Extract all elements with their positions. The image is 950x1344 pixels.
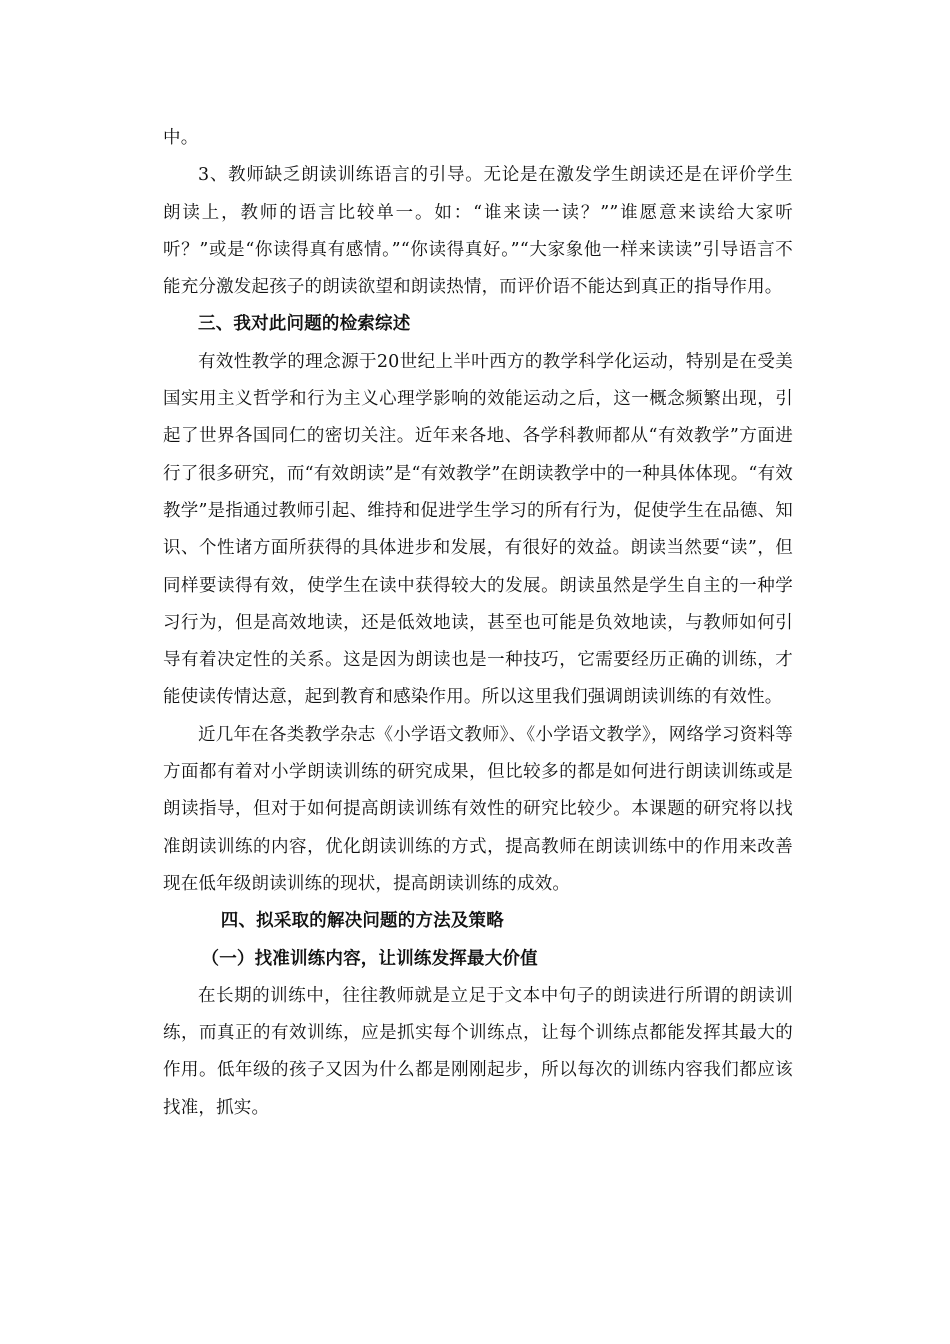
paragraph-continuation: 中。: [163, 128, 199, 148]
section-heading-4: 四、拟采取的解决问题的方法及策略: [220, 911, 504, 932]
subsection-heading-1: （一）找准训练内容，让训练发挥最大价值: [201, 948, 538, 969]
document-body: [163, 120, 793, 1127]
section-heading-3: 三、我对此问题的检索综述: [198, 314, 411, 335]
paragraph-teacher-language: 3、教师缺乏朗读训练语言的引导。无论是在激发学生朗读还是在评价学生朗读上，教师的语言比较单一。如：“谁来读一读？””谁愿意来读给大家听听？”或是“你读得真有感情。”“你读得真好。”“大家象他一样来读读”引导语言不能充分激发起孩子的朗读欲望和朗读热情，而评价语不能达到真正的指导作用。: [163, 165, 793, 298]
paragraph-recent-research: 近几年在各类教学杂志《小学语文教师》、《小学语文教学》，网络学习资料等方面都有着对小学朗读训练的研究成果，但比较多的都是如何进行朗读训练或是朗读指导，但对于如何提高朗读训练有效性的研究比较少。本课题的研究将以找准朗读训练的内容，优化朗读训练的方式，提高教师在朗读训练中的作用来改善现在低年级朗读训练的现状，提高朗读训练的成效。: [163, 724, 793, 894]
paragraph-effective-teaching: 有效性教学的理念源于20世纪上半叶西方的教学科学化运动，特别是在受美国实用主义哲学和行为主义心理学影响的效能运动之后，这一概念频繁出现，引起了世界各国同仁的密切关注。近年来各地、各学科教师都从“有效教学”方面进行了很多研究，而“有效朗读”是“有效教学”在朗读教学中的一种具体体现。“有效教学”是指通过教师引起、维持和促进学生学习的所有行为，促使学生在品德、知识、个性诸方面所获得的具体进步和发展，有很好的效益。朗读当然要“读”，但同样要读得有效，使学生在读中获得较大的发展。朗读虽然是学生自主的一种学习行为，但是高效地读，还是低效地读，甚至也可能是负效地读，与教师如何引导有着决定性的关系。这是因为朗读也是一种技巧，它需要经历正确的训练，才能使读传情达意，起到教育和感染作用。所以这里我们强调朗读训练的有效性。: [163, 351, 793, 708]
paragraph-training-content: 在长期的训练中，往往教师就是立足于文本中句子的朗读进行所谓的朗读训练，而真正的有效训练，应是抓实每个训练点，让每个训练点都能发挥其最大的作用。低年级的孩子又因为什么都是刚刚起步，所以每次的训练内容我们都应该找准，抓实。: [163, 985, 793, 1118]
